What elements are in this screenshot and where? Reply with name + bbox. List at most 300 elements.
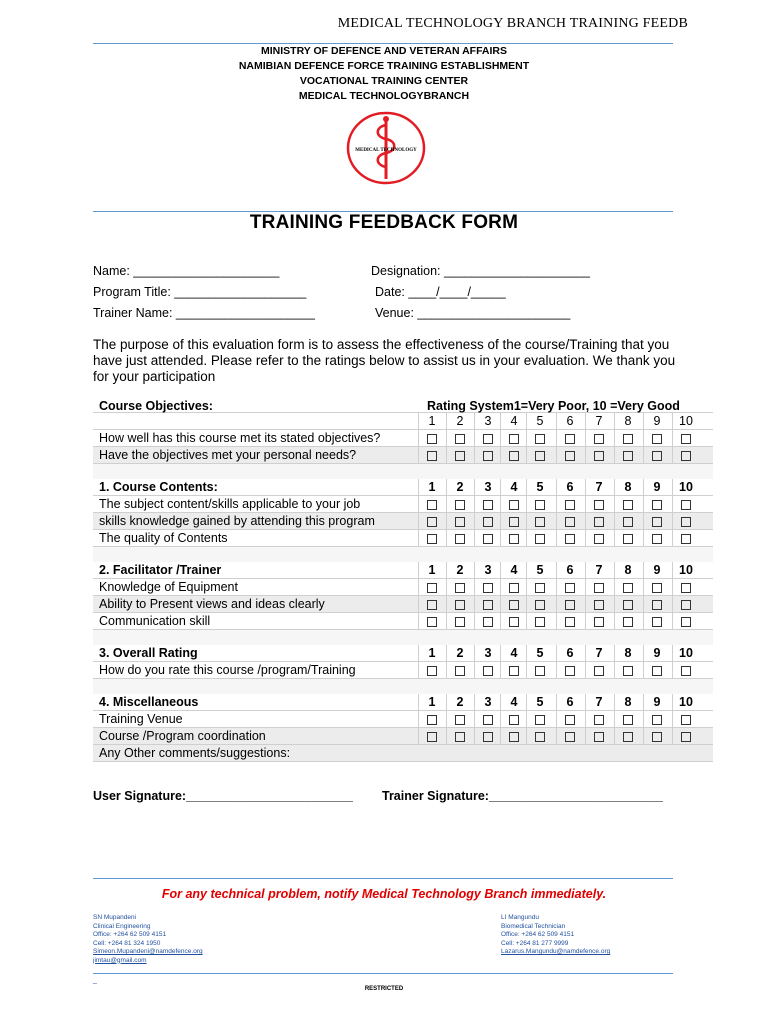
rating-checkbox-10[interactable] bbox=[676, 596, 696, 612]
checkbox-icon bbox=[455, 500, 465, 510]
grid-divider bbox=[418, 530, 419, 546]
grid-divider bbox=[585, 562, 586, 578]
grid-divider bbox=[585, 728, 586, 744]
rating-checkbox-10[interactable] bbox=[676, 711, 696, 727]
question-row bbox=[93, 513, 713, 530]
grid-divider bbox=[418, 728, 419, 744]
checkbox-icon bbox=[681, 451, 691, 461]
grid-divider bbox=[672, 596, 673, 612]
rating-checkbox-5[interactable] bbox=[530, 530, 550, 546]
checkbox-icon bbox=[509, 732, 519, 742]
grid-divider bbox=[474, 579, 475, 595]
grid-divider bbox=[500, 496, 501, 512]
rating-checkbox-9[interactable] bbox=[647, 530, 667, 546]
scale-number: 5 bbox=[536, 414, 544, 428]
checkbox-icon bbox=[535, 600, 545, 610]
checkbox-icon bbox=[427, 715, 437, 725]
rating-system-label: Rating System1=Very Poor, 10 =Very Good bbox=[427, 399, 680, 413]
checkbox-icon bbox=[623, 517, 633, 527]
grid-divider bbox=[500, 479, 501, 495]
rating-checkbox-3[interactable] bbox=[478, 496, 498, 512]
rating-checkbox-5[interactable] bbox=[530, 579, 550, 595]
rating-checkbox-6[interactable] bbox=[560, 513, 580, 529]
grid-divider bbox=[643, 413, 644, 429]
checkbox-icon bbox=[594, 715, 604, 725]
grid-divider bbox=[643, 694, 644, 710]
rating-checkbox-2[interactable] bbox=[450, 447, 470, 463]
rating-checkbox-1[interactable] bbox=[422, 728, 442, 744]
rating-checkbox-5[interactable] bbox=[530, 596, 550, 612]
checkbox-icon bbox=[427, 732, 437, 742]
checkbox-icon bbox=[565, 617, 575, 627]
question-label: Communication skill bbox=[99, 614, 211, 628]
checkbox-icon bbox=[535, 500, 545, 510]
rating-checkbox-3[interactable] bbox=[478, 728, 498, 744]
rating-checkbox-1[interactable] bbox=[422, 513, 442, 529]
grid-divider bbox=[672, 479, 673, 495]
scale-number: 7 bbox=[595, 695, 603, 709]
grid-divider bbox=[474, 613, 475, 629]
rating-checkbox-6[interactable] bbox=[560, 596, 580, 612]
scale-number: 4 bbox=[510, 414, 518, 428]
grid-divider bbox=[446, 530, 447, 546]
checkbox-icon bbox=[509, 666, 519, 676]
rating-checkbox-10[interactable] bbox=[676, 728, 696, 744]
rating-checkbox-8[interactable] bbox=[618, 662, 638, 678]
rating-checkbox-1[interactable] bbox=[422, 662, 442, 678]
rating-checkbox-10[interactable] bbox=[676, 662, 696, 678]
contact-right bbox=[501, 914, 610, 957]
contact-email-link[interactable]: Lazarus.Mangundu@namdefence.org bbox=[501, 948, 611, 955]
checkbox-icon bbox=[681, 500, 691, 510]
grid-divider bbox=[585, 479, 586, 495]
question-label: Training Venue bbox=[99, 712, 183, 726]
grid-divider bbox=[474, 479, 475, 495]
grid-divider bbox=[446, 430, 447, 446]
grid-divider bbox=[500, 413, 501, 429]
scale-number: 3 bbox=[484, 646, 492, 660]
grid-divider bbox=[614, 430, 615, 446]
checkbox-icon bbox=[483, 666, 493, 676]
rating-checkbox-6[interactable] bbox=[560, 711, 580, 727]
rating-checkbox-8[interactable] bbox=[618, 530, 638, 546]
rating-checkbox-9[interactable] bbox=[647, 662, 667, 678]
checkbox-icon bbox=[681, 732, 691, 742]
rating-checkbox-7[interactable] bbox=[589, 430, 609, 446]
rating-checkbox-4[interactable] bbox=[504, 662, 524, 678]
venue-field[interactable]: Venue: ______________________ bbox=[375, 306, 571, 320]
checkbox-icon bbox=[623, 666, 633, 676]
grid-divider bbox=[474, 662, 475, 678]
rating-checkbox-8[interactable] bbox=[618, 447, 638, 463]
rating-checkbox-9[interactable] bbox=[647, 430, 667, 446]
contact-email-link[interactable]: Simeon.Mupandeni@namdefence.org bbox=[93, 948, 203, 955]
grid-divider bbox=[474, 645, 475, 661]
rating-checkbox-5[interactable] bbox=[530, 613, 550, 629]
grid-divider bbox=[446, 694, 447, 710]
grid-divider bbox=[643, 579, 644, 595]
grid-divider bbox=[614, 645, 615, 661]
scale-number: 5 bbox=[536, 646, 544, 660]
rating-checkbox-7[interactable] bbox=[589, 447, 609, 463]
grid-divider bbox=[526, 596, 527, 612]
checkbox-icon bbox=[535, 517, 545, 527]
rating-checkbox-7[interactable] bbox=[589, 728, 609, 744]
rating-checkbox-5[interactable] bbox=[530, 447, 550, 463]
rating-checkbox-10[interactable] bbox=[676, 447, 696, 463]
rating-checkbox-10[interactable] bbox=[676, 530, 696, 546]
rating-checkbox-4[interactable] bbox=[504, 447, 524, 463]
checkbox-icon bbox=[565, 434, 575, 444]
rating-checkbox-3[interactable] bbox=[478, 530, 498, 546]
checkbox-icon bbox=[594, 617, 604, 627]
checkbox-icon bbox=[623, 600, 633, 610]
grid-divider bbox=[614, 447, 615, 463]
grid-divider bbox=[526, 711, 527, 727]
grid-divider bbox=[418, 579, 419, 595]
grid-divider bbox=[556, 513, 557, 529]
scale-number: 5 bbox=[536, 563, 544, 577]
checkbox-icon bbox=[594, 666, 604, 676]
rating-checkbox-2[interactable] bbox=[450, 728, 470, 744]
rating-checkbox-4[interactable] bbox=[504, 728, 524, 744]
grid-divider bbox=[614, 694, 615, 710]
checkbox-icon bbox=[455, 666, 465, 676]
checkbox-icon bbox=[594, 500, 604, 510]
grid-divider bbox=[418, 694, 419, 710]
grid-divider bbox=[526, 645, 527, 661]
grid-divider bbox=[526, 513, 527, 529]
rating-checkbox-3[interactable] bbox=[478, 430, 498, 446]
checkbox-icon bbox=[565, 517, 575, 527]
rating-checkbox-4[interactable] bbox=[504, 513, 524, 529]
rating-checkbox-5[interactable] bbox=[530, 728, 550, 744]
rating-checkbox-8[interactable] bbox=[618, 513, 638, 529]
rating-checkbox-2[interactable] bbox=[450, 513, 470, 529]
scale-number: 4 bbox=[510, 480, 518, 494]
grid-divider bbox=[446, 447, 447, 463]
trainer-signature-line[interactable]: Trainer Signature:_________________________ bbox=[382, 789, 663, 803]
rating-checkbox-5[interactable] bbox=[530, 430, 550, 446]
rating-checkbox-7[interactable] bbox=[589, 662, 609, 678]
rating-checkbox-2[interactable] bbox=[450, 596, 470, 612]
rating-checkbox-8[interactable] bbox=[618, 430, 638, 446]
grid-divider bbox=[585, 711, 586, 727]
rating-checkbox-1[interactable] bbox=[422, 596, 442, 612]
rating-checkbox-1[interactable] bbox=[422, 430, 442, 446]
checkbox-icon bbox=[509, 583, 519, 593]
question-row bbox=[93, 613, 713, 630]
checkbox-icon bbox=[483, 583, 493, 593]
grid-divider bbox=[418, 513, 419, 529]
question-label: Knowledge of Equipment bbox=[99, 580, 238, 594]
checkbox-icon bbox=[652, 732, 662, 742]
rating-checkbox-4[interactable] bbox=[504, 430, 524, 446]
checkbox-icon bbox=[594, 732, 604, 742]
grid-divider bbox=[672, 413, 673, 429]
rating-checkbox-4[interactable] bbox=[504, 596, 524, 612]
contact-role: Biomedical Technician bbox=[501, 922, 566, 930]
rating-checkbox-4[interactable] bbox=[504, 579, 524, 595]
question-label: How do you rate this course /program/Training bbox=[99, 663, 356, 677]
rating-checkbox-6[interactable] bbox=[560, 496, 580, 512]
scale-row bbox=[93, 413, 713, 430]
rating-checkbox-8[interactable] bbox=[618, 496, 638, 512]
designation-field[interactable]: Designation: _____________________ bbox=[371, 264, 590, 278]
grid-divider bbox=[474, 430, 475, 446]
rating-checkbox-4[interactable] bbox=[504, 496, 524, 512]
grid-divider bbox=[418, 662, 419, 678]
checkbox-icon bbox=[455, 517, 465, 527]
grid-divider bbox=[526, 662, 527, 678]
checkbox-icon bbox=[594, 517, 604, 527]
grid-divider bbox=[614, 711, 615, 727]
checkbox-icon bbox=[565, 583, 575, 593]
running-header: MEDICAL TECHNOLOGY BRANCH TRAINING FEEDB bbox=[337, 16, 688, 31]
rating-checkbox-6[interactable] bbox=[560, 613, 580, 629]
rating-checkbox-9[interactable] bbox=[647, 447, 667, 463]
grid-divider bbox=[672, 694, 673, 710]
rating-checkbox-6[interactable] bbox=[560, 430, 580, 446]
rating-checkbox-9[interactable] bbox=[647, 613, 667, 629]
checkbox-icon bbox=[509, 517, 519, 527]
rating-checkbox-10[interactable] bbox=[676, 496, 696, 512]
rating-checkbox-5[interactable] bbox=[530, 662, 550, 678]
grid-divider bbox=[418, 711, 419, 727]
grid-divider bbox=[556, 562, 557, 578]
grid-divider bbox=[418, 645, 419, 661]
rating-checkbox-7[interactable] bbox=[589, 711, 609, 727]
section-gap bbox=[93, 630, 713, 645]
scale-number: 9 bbox=[653, 414, 661, 428]
grid-divider bbox=[500, 694, 501, 710]
grid-divider bbox=[672, 645, 673, 661]
rating-checkbox-5[interactable] bbox=[530, 711, 550, 727]
rating-checkbox-7[interactable] bbox=[589, 530, 609, 546]
rating-checkbox-8[interactable] bbox=[618, 711, 638, 727]
grid-divider bbox=[500, 530, 501, 546]
checkbox-icon bbox=[681, 600, 691, 610]
grid-divider bbox=[643, 447, 644, 463]
checkbox-icon bbox=[594, 534, 604, 544]
grid-divider bbox=[556, 530, 557, 546]
org-line-branch: MEDICAL TECHNOLOGYBRANCH bbox=[298, 90, 470, 102]
rating-checkbox-8[interactable] bbox=[618, 579, 638, 595]
scale-number: 10 bbox=[679, 563, 693, 577]
grid-divider bbox=[474, 711, 475, 727]
grid-divider bbox=[585, 613, 586, 629]
grid-divider bbox=[643, 645, 644, 661]
technical-notice: For any technical problem, notify Medical Technology Branch immediately. bbox=[161, 887, 607, 901]
rating-checkbox-6[interactable] bbox=[560, 530, 580, 546]
rating-checkbox-6[interactable] bbox=[560, 728, 580, 744]
rating-checkbox-4[interactable] bbox=[504, 613, 524, 629]
rating-checkbox-9[interactable] bbox=[647, 496, 667, 512]
checkbox-icon bbox=[535, 534, 545, 544]
checkbox-icon bbox=[483, 600, 493, 610]
rating-checkbox-2[interactable] bbox=[450, 613, 470, 629]
checkbox-icon bbox=[652, 666, 662, 676]
program-title-field[interactable]: Program Title: ___________________ bbox=[93, 285, 307, 299]
rating-checkbox-9[interactable] bbox=[647, 711, 667, 727]
grid-divider bbox=[526, 447, 527, 463]
grid-divider bbox=[643, 513, 644, 529]
checkbox-icon bbox=[455, 732, 465, 742]
rating-checkbox-1[interactable] bbox=[422, 447, 442, 463]
rating-checkbox-7[interactable] bbox=[589, 513, 609, 529]
checkbox-icon bbox=[535, 732, 545, 742]
rating-checkbox-6[interactable] bbox=[560, 579, 580, 595]
checkbox-icon bbox=[623, 434, 633, 444]
rating-checkbox-3[interactable] bbox=[478, 513, 498, 529]
scale-number: 10 bbox=[679, 695, 693, 709]
grid-divider bbox=[672, 447, 673, 463]
scale-number: 9 bbox=[653, 695, 661, 709]
rating-checkbox-5[interactable] bbox=[530, 513, 550, 529]
grid-divider bbox=[585, 413, 586, 429]
rating-checkbox-3[interactable] bbox=[478, 613, 498, 629]
rating-checkbox-3[interactable] bbox=[478, 579, 498, 595]
checkbox-icon bbox=[535, 617, 545, 627]
checkbox-icon bbox=[565, 600, 575, 610]
footer-rule bbox=[93, 878, 673, 879]
grid-divider bbox=[418, 596, 419, 612]
checkbox-icon bbox=[427, 666, 437, 676]
rating-checkbox-10[interactable] bbox=[676, 513, 696, 529]
checkbox-icon bbox=[652, 715, 662, 725]
rating-checkbox-9[interactable] bbox=[647, 596, 667, 612]
rating-checkbox-10[interactable] bbox=[676, 613, 696, 629]
grid-divider bbox=[500, 645, 501, 661]
rating-checkbox-1[interactable] bbox=[422, 613, 442, 629]
rating-checkbox-9[interactable] bbox=[647, 513, 667, 529]
rating-checkbox-2[interactable] bbox=[450, 530, 470, 546]
rating-checkbox-3[interactable] bbox=[478, 596, 498, 612]
footer-dash: _ bbox=[93, 977, 97, 984]
checkbox-icon bbox=[455, 451, 465, 461]
grid-divider bbox=[500, 596, 501, 612]
checkbox-icon bbox=[681, 583, 691, 593]
rating-checkbox-5[interactable] bbox=[530, 496, 550, 512]
rating-checkbox-6[interactable] bbox=[560, 662, 580, 678]
grid-divider bbox=[526, 430, 527, 446]
rating-checkbox-8[interactable] bbox=[618, 728, 638, 744]
grid-divider bbox=[446, 513, 447, 529]
rating-checkbox-8[interactable] bbox=[618, 596, 638, 612]
rating-checkbox-4[interactable] bbox=[504, 711, 524, 727]
rating-checkbox-7[interactable] bbox=[589, 579, 609, 595]
rating-checkbox-3[interactable] bbox=[478, 662, 498, 678]
name-field[interactable]: Name: _____________________ bbox=[93, 264, 280, 278]
grid-divider bbox=[556, 479, 557, 495]
comments-label: Any Other comments/suggestions: bbox=[99, 746, 291, 760]
scale-number: 7 bbox=[595, 646, 603, 660]
contact-email-link-secondary[interactable]: jimtau@gmail.com bbox=[93, 956, 147, 964]
scale-number: 2 bbox=[456, 563, 464, 577]
grid-divider bbox=[474, 447, 475, 463]
trainer-name-field[interactable]: Trainer Name: ____________________ bbox=[93, 306, 315, 320]
checkbox-icon bbox=[565, 451, 575, 461]
grid-divider bbox=[474, 596, 475, 612]
grid-divider bbox=[643, 562, 644, 578]
grid-divider bbox=[585, 530, 586, 546]
rating-checkbox-9[interactable] bbox=[647, 728, 667, 744]
grid-divider bbox=[672, 530, 673, 546]
checkbox-icon bbox=[652, 451, 662, 461]
grid-divider bbox=[526, 613, 527, 629]
grid-divider bbox=[643, 530, 644, 546]
rating-checkbox-7[interactable] bbox=[589, 496, 609, 512]
rating-checkbox-1[interactable] bbox=[422, 530, 442, 546]
rating-checkbox-8[interactable] bbox=[618, 613, 638, 629]
grid-divider bbox=[614, 613, 615, 629]
rating-checkbox-10[interactable] bbox=[676, 430, 696, 446]
checkbox-icon bbox=[455, 715, 465, 725]
rating-checkbox-3[interactable] bbox=[478, 711, 498, 727]
checkbox-icon bbox=[535, 434, 545, 444]
date-field[interactable]: Date: ____/____/_____ bbox=[375, 285, 506, 299]
rating-checkbox-6[interactable] bbox=[560, 447, 580, 463]
rating-checkbox-3[interactable] bbox=[478, 447, 498, 463]
comments-row[interactable] bbox=[93, 745, 713, 762]
checkbox-icon bbox=[652, 583, 662, 593]
contact-office: Office: +264 62 509 4151 bbox=[501, 931, 575, 938]
rating-checkbox-1[interactable] bbox=[422, 579, 442, 595]
checkbox-icon bbox=[455, 617, 465, 627]
grid-divider bbox=[643, 728, 644, 744]
contact-left bbox=[93, 914, 203, 965]
rating-checkbox-2[interactable] bbox=[450, 711, 470, 727]
checkbox-icon bbox=[509, 500, 519, 510]
scale-number: 10 bbox=[679, 414, 693, 428]
rating-checkbox-1[interactable] bbox=[422, 496, 442, 512]
grid-divider bbox=[643, 496, 644, 512]
rating-checkbox-2[interactable] bbox=[450, 579, 470, 595]
grid-divider bbox=[446, 562, 447, 578]
rating-checkbox-7[interactable] bbox=[589, 613, 609, 629]
bottom-rule bbox=[93, 973, 673, 974]
rating-checkbox-10[interactable] bbox=[676, 579, 696, 595]
checkbox-icon bbox=[681, 534, 691, 544]
scale-number: 8 bbox=[624, 480, 632, 494]
scale-number: 4 bbox=[510, 646, 518, 660]
grid-divider bbox=[556, 496, 557, 512]
medical-technology-logo bbox=[345, 111, 427, 185]
rating-checkbox-2[interactable] bbox=[450, 430, 470, 446]
rating-checkbox-4[interactable] bbox=[504, 530, 524, 546]
grid-divider bbox=[585, 513, 586, 529]
grid-divider bbox=[446, 645, 447, 661]
grid-divider bbox=[672, 496, 673, 512]
rating-checkbox-9[interactable] bbox=[647, 579, 667, 595]
grid-divider bbox=[614, 562, 615, 578]
rating-checkbox-2[interactable] bbox=[450, 496, 470, 512]
question-row bbox=[93, 496, 713, 513]
rating-checkbox-7[interactable] bbox=[589, 596, 609, 612]
grid-divider bbox=[500, 728, 501, 744]
grid-divider bbox=[556, 413, 557, 429]
scale-number: 1 bbox=[428, 480, 436, 494]
user-signature-line[interactable]: User Signature:________________________ bbox=[93, 789, 353, 803]
grid-divider bbox=[418, 613, 419, 629]
scale-number: 10 bbox=[679, 480, 693, 494]
rating-checkbox-2[interactable] bbox=[450, 662, 470, 678]
rating-checkbox-1[interactable] bbox=[422, 711, 442, 727]
grid-divider bbox=[418, 479, 419, 495]
checkbox-icon bbox=[565, 715, 575, 725]
checkbox-icon bbox=[483, 617, 493, 627]
checkbox-icon bbox=[623, 500, 633, 510]
